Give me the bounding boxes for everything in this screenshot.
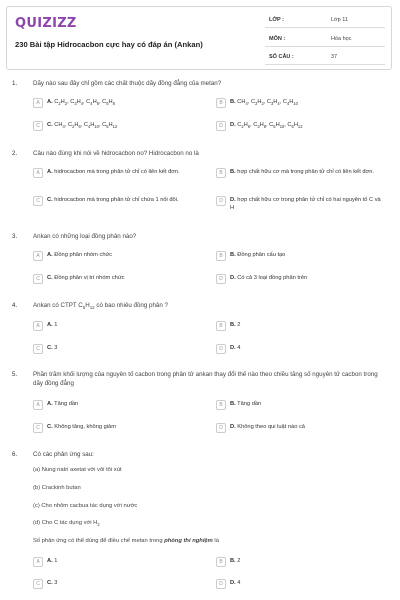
option-letter-b: B [216, 98, 226, 108]
option-text [47, 122, 202, 131]
question-number: 2. [12, 150, 18, 157]
meta-grade-value: Lớp 11 [331, 17, 348, 23]
option-text [230, 345, 385, 353]
reaction-item: (c) Cho nhôm cacbua tác dụng với nước [33, 503, 138, 509]
option-text [47, 169, 202, 177]
option-text [230, 322, 385, 330]
option-letter-b: B [216, 168, 226, 178]
option-text [230, 197, 385, 212]
option-value: 2 [237, 322, 241, 328]
quizizz-logo: QUIZIZZ [15, 16, 77, 31]
option-label: C. [47, 580, 53, 586]
option-label: D. [230, 424, 236, 430]
question-prompt [33, 538, 219, 544]
prompt-text: Số phản ứng có thể dùng để điều chế metan trong [33, 538, 165, 544]
option-text [47, 424, 202, 432]
meta-subject-value: Hóa học [331, 36, 352, 42]
option-text [47, 322, 202, 330]
option-value: Không theo qui luật nào cả [237, 424, 305, 430]
option-label: A. [47, 252, 53, 258]
question-number: 4. [12, 302, 18, 309]
worksheet-header [6, 6, 392, 70]
option-letter-c: C [33, 423, 43, 433]
option-text [47, 252, 202, 260]
option-text [47, 275, 202, 283]
reaction-item: (d) Cho C tác dụng với $H_2$ [33, 520, 100, 528]
option-label: B. [230, 558, 236, 564]
option-label: B. [230, 252, 236, 258]
option-label: B. [230, 322, 236, 328]
meta-grade-label: LỚP : [269, 17, 284, 23]
meta-count-value: 37 [331, 54, 338, 60]
option-value: hidrocacbon mà trong phân tử chỉ có liên kết đơn. [54, 169, 180, 175]
option-label: A. [47, 322, 53, 328]
question-number: 1. [12, 80, 18, 87]
option-text [230, 252, 385, 260]
question-text: Ankan có những loại đồng phân nào? [33, 233, 137, 240]
option-text [230, 401, 385, 409]
option-letter-a: A [33, 321, 43, 331]
option-label: D. [230, 122, 236, 128]
option-text [47, 197, 202, 205]
divider [265, 27, 385, 28]
option-letter-a: A [33, 557, 43, 567]
option-letter-d: D [216, 196, 226, 206]
divider [265, 64, 385, 65]
meta-subject [265, 31, 385, 47]
meta-grade [265, 12, 385, 28]
question-text: Ankan có CTPT $C_5H_{12}$ có bao nhiêu đồng phân ? [33, 302, 168, 311]
option-label: B. [230, 401, 236, 407]
reaction-item: (a) Nung natri axetat với vôi tôi xút [33, 467, 122, 473]
reaction-item: (b) Crackinh butan [33, 485, 81, 491]
meta-question-count [265, 49, 385, 65]
option-text [230, 99, 385, 108]
option-label: C. [47, 197, 53, 203]
option-value: hidrocacbon mà trong phân tử chỉ chứa 1 nối đôi. [54, 197, 179, 203]
worksheet-title: 230 Bài tập Hidrocacbon cực hay có đáp án (Ankan) [15, 40, 203, 49]
question-text: Có các phản ứng sau: [33, 451, 94, 458]
option-letter-d: D [216, 344, 226, 354]
option-value: hợp chất hữu cơ trong phân tử chỉ có hai nguyên tố C và H [230, 197, 381, 211]
option-letter-a: A [33, 251, 43, 261]
option-letter-c: C [33, 579, 43, 589]
question-number: 5. [12, 371, 18, 378]
option-text [230, 169, 385, 177]
option-value: Đồng phân cấu tạo [237, 252, 286, 258]
option-value: 2 [237, 558, 241, 564]
divider [265, 46, 385, 47]
option-letter-d: D [216, 579, 226, 589]
option-value: Đồng phân vị trí nhóm chức [54, 275, 125, 281]
option-text [230, 558, 385, 566]
option-value: 1 [54, 322, 58, 328]
option-letter-c: C [33, 121, 43, 131]
option-label: B. [230, 169, 236, 175]
meta-subject-label: MÔN : [269, 36, 286, 42]
option-text [47, 401, 202, 409]
option-letter-b: B [216, 557, 226, 567]
option-value: $C_2H_2$, $C_3H_4$, $C_4H_6$, $C_5H_8$ [54, 99, 115, 107]
option-value: $CH_4$, $C_2H_2$, $C_3H_4$, $C_4H_{10}$ [237, 99, 298, 107]
option-label: A. [47, 99, 53, 105]
option-label: C. [47, 122, 53, 128]
option-value: Có cả 3 loại đồng phân trên [237, 275, 308, 281]
option-value: 1 [54, 558, 58, 564]
option-label: C. [47, 424, 53, 430]
option-label: C. [47, 275, 53, 281]
option-value: Không tăng, không giảm [54, 424, 116, 430]
question-text: Câu nào đúng khi nói về hidrocacbon no? Hidrocacbon no là [33, 150, 199, 157]
option-letter-d: D [216, 121, 226, 131]
option-letter-b: B [216, 400, 226, 410]
option-value: Tăng dần [237, 401, 262, 407]
option-text [230, 122, 385, 131]
option-label: A. [47, 401, 53, 407]
question-number: 3. [12, 233, 18, 240]
option-text [230, 580, 385, 588]
option-letter-a: A [33, 400, 43, 410]
option-letter-d: D [216, 274, 226, 284]
option-value: $CH_4$, $C_2H_6$, $C_4H_{10}$, $C_5H_{12}$ [54, 122, 118, 130]
option-value: 4 [237, 580, 241, 586]
meta-count-label: SỐ CÂU : [269, 54, 294, 60]
option-label: A. [47, 169, 53, 175]
option-letter-b: B [216, 251, 226, 261]
prompt-end: là [212, 538, 219, 544]
option-text [47, 345, 202, 353]
option-letter-a: A [33, 98, 43, 108]
option-label: A. [47, 558, 53, 564]
option-text [47, 99, 202, 108]
option-text [230, 424, 385, 432]
question-text: Dãy nào sau đây chỉ gồm các chất thuộc dãy đồng đẳng của metan? [33, 80, 222, 87]
option-value: hợp chất hữu cơ mà trong phân tử chỉ có liên kết đơn. [237, 169, 375, 175]
option-label: D. [230, 345, 236, 351]
option-label: D. [230, 197, 236, 203]
option-text [230, 275, 385, 283]
question-text: Phần trăm khối lượng của nguyên tố cacbon trong phân tử ankan thay đổi thế nào theo chiều tăng số nguyên tử cacbon trong dãy đồng đẳng [33, 371, 378, 387]
option-letter-c: C [33, 344, 43, 354]
option-value: 4 [237, 345, 241, 351]
option-label: D. [230, 580, 236, 586]
question-number: 6. [12, 451, 18, 458]
option-label: B. [230, 99, 236, 105]
option-text [47, 580, 202, 588]
option-value: 3 [54, 345, 58, 351]
prompt-emphasis: phòng thí nghiệm [164, 538, 213, 544]
option-label: C. [47, 345, 53, 351]
option-letter-c: C [33, 274, 43, 284]
option-value: Tăng dần [54, 401, 79, 407]
option-letter-d: D [216, 423, 226, 433]
option-letter-c: C [33, 196, 43, 206]
option-label: D. [230, 275, 236, 281]
option-letter-b: B [216, 321, 226, 331]
option-value: $C_2H_6$, $C_3H_8$, $C_5H_{10}$, $C_6H_{12}$ [237, 122, 303, 130]
option-value: Đồng phân nhóm chức [54, 252, 113, 258]
option-text [47, 558, 202, 566]
option-value: 3 [54, 580, 58, 586]
option-letter-a: A [33, 168, 43, 178]
